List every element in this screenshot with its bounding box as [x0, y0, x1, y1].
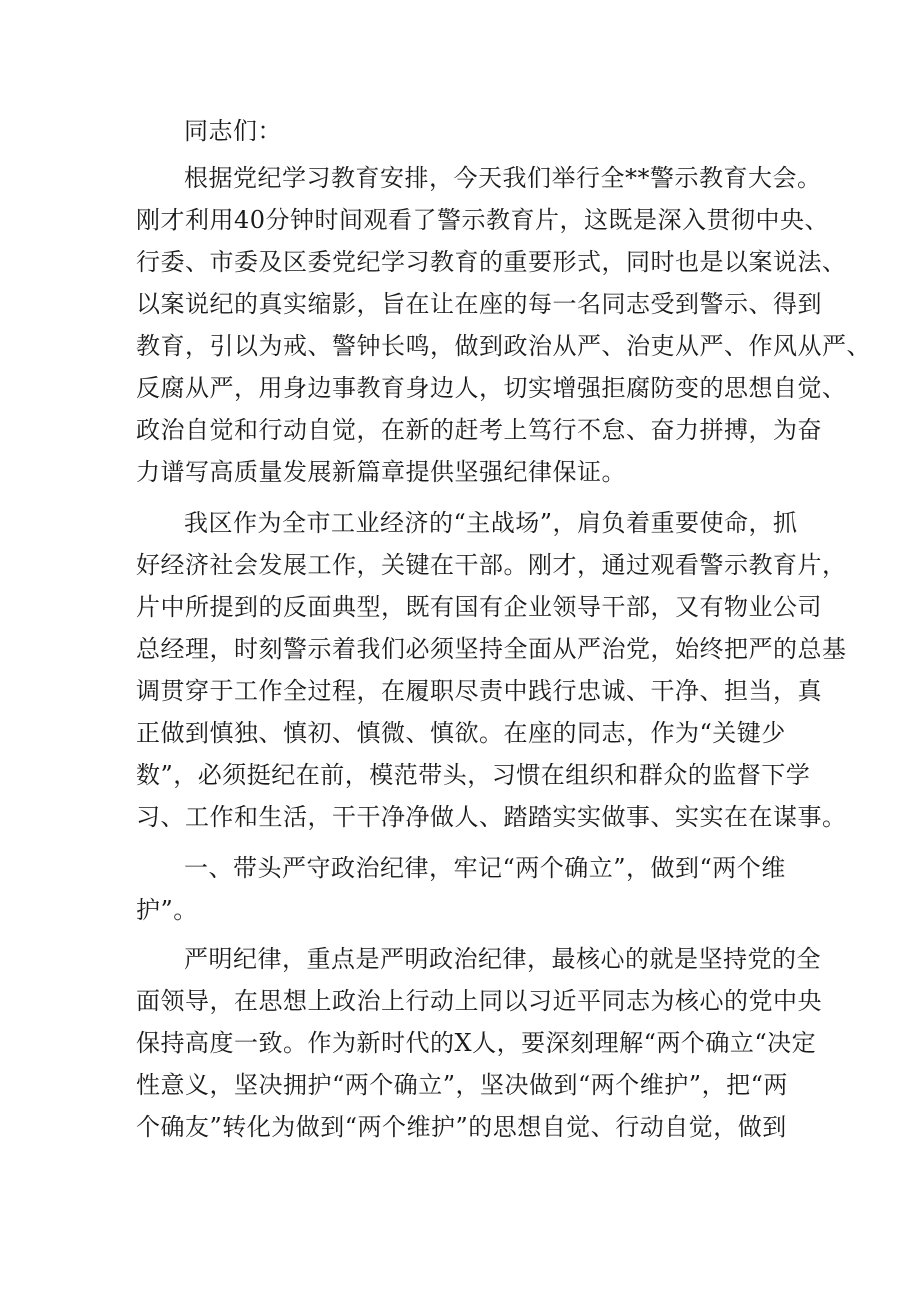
paragraph-line: 政治自觉和行动自觉，在新的赶考上笃行不怠、奋力拼搏，为奋	[136, 416, 822, 444]
paragraph-line: 片中所提到的反面典型，既有国有企业领导干部，又有物业公司	[136, 593, 822, 621]
paragraph-line: 好经济社会发展工作，关键在干部。刚才，通过观看警示教育片，	[136, 551, 847, 579]
paragraph-line: 刚才利用40分钟时间观看了警示教育片，这既是深入贯彻中央、	[136, 206, 830, 234]
section-heading-line: 一、带头严守政治纪律，牢记“两个确立”，做到“两个维	[184, 854, 786, 882]
paragraph-line: 数”，必须挺纪在前，模范带头，习惯在组织和群众的监督下学	[136, 761, 811, 789]
paragraph-line: 教育，引以为戒、警钟长鸣，做到政治从严、治吏从严、作风从严、	[136, 332, 871, 360]
paragraph-line: 正做到慎独、慎初、慎微、慎欲。在座的同志，作为“关键少	[136, 719, 786, 747]
paragraph-line: 行委、市委及区委党纪学习教育的重要形式，同时也是以案说法、	[136, 248, 847, 276]
section-heading-line: 护”。	[136, 896, 198, 924]
salutation-line: 同志们：	[184, 117, 282, 145]
paragraph-line: 性意义，坚决拥护“两个确立”，坚决做到“两个维护”，把“两	[136, 1071, 788, 1099]
paragraph-line: 个确友”转化为做到“两个维护”的思想自觉、行动自觉，做到	[136, 1113, 787, 1141]
paragraph-line: 总经理，时刻警示着我们必须坚持全面从严治党，始终把严的总基	[136, 635, 847, 663]
paragraph-line: 力谱写高质量发展新篇章提供坚强纪律保证。	[136, 458, 626, 486]
paragraph-line: 以案说纪的真实缩影，旨在让在座的每一名同志受到警示、得到	[136, 290, 822, 318]
paragraph-line: 严明纪律，重点是严明政治纪律，最核心的就是坚持党的全	[184, 945, 821, 973]
paragraph-line: 我区作为全市工业经济的“主战场”，肩负着重要使命，抓	[184, 509, 798, 537]
paragraph-line: 反腐从严，用身边事教育身边人，切实增强拒腐防变的思想自觉、	[136, 374, 847, 402]
paragraph-line: 调贯穿于工作全过程，在履职尽责中践行忠诚、干净、担当，真	[136, 677, 822, 705]
paragraph-line: 保持高度一致。作为新时代的X人，要深刻理解“两个确立“决定	[136, 1029, 817, 1057]
paragraph-line: 习、工作和生活，干干净净做人、踏踏实实做事、实实在在谋事。	[136, 803, 847, 831]
paragraph-line: 面领导，在思想上政治上行动上同以习近平同志为核心的党中央	[136, 987, 822, 1015]
paragraph-line: 根据党纪学习教育安排，今天我们举行全**警示教育大会。	[184, 164, 822, 192]
